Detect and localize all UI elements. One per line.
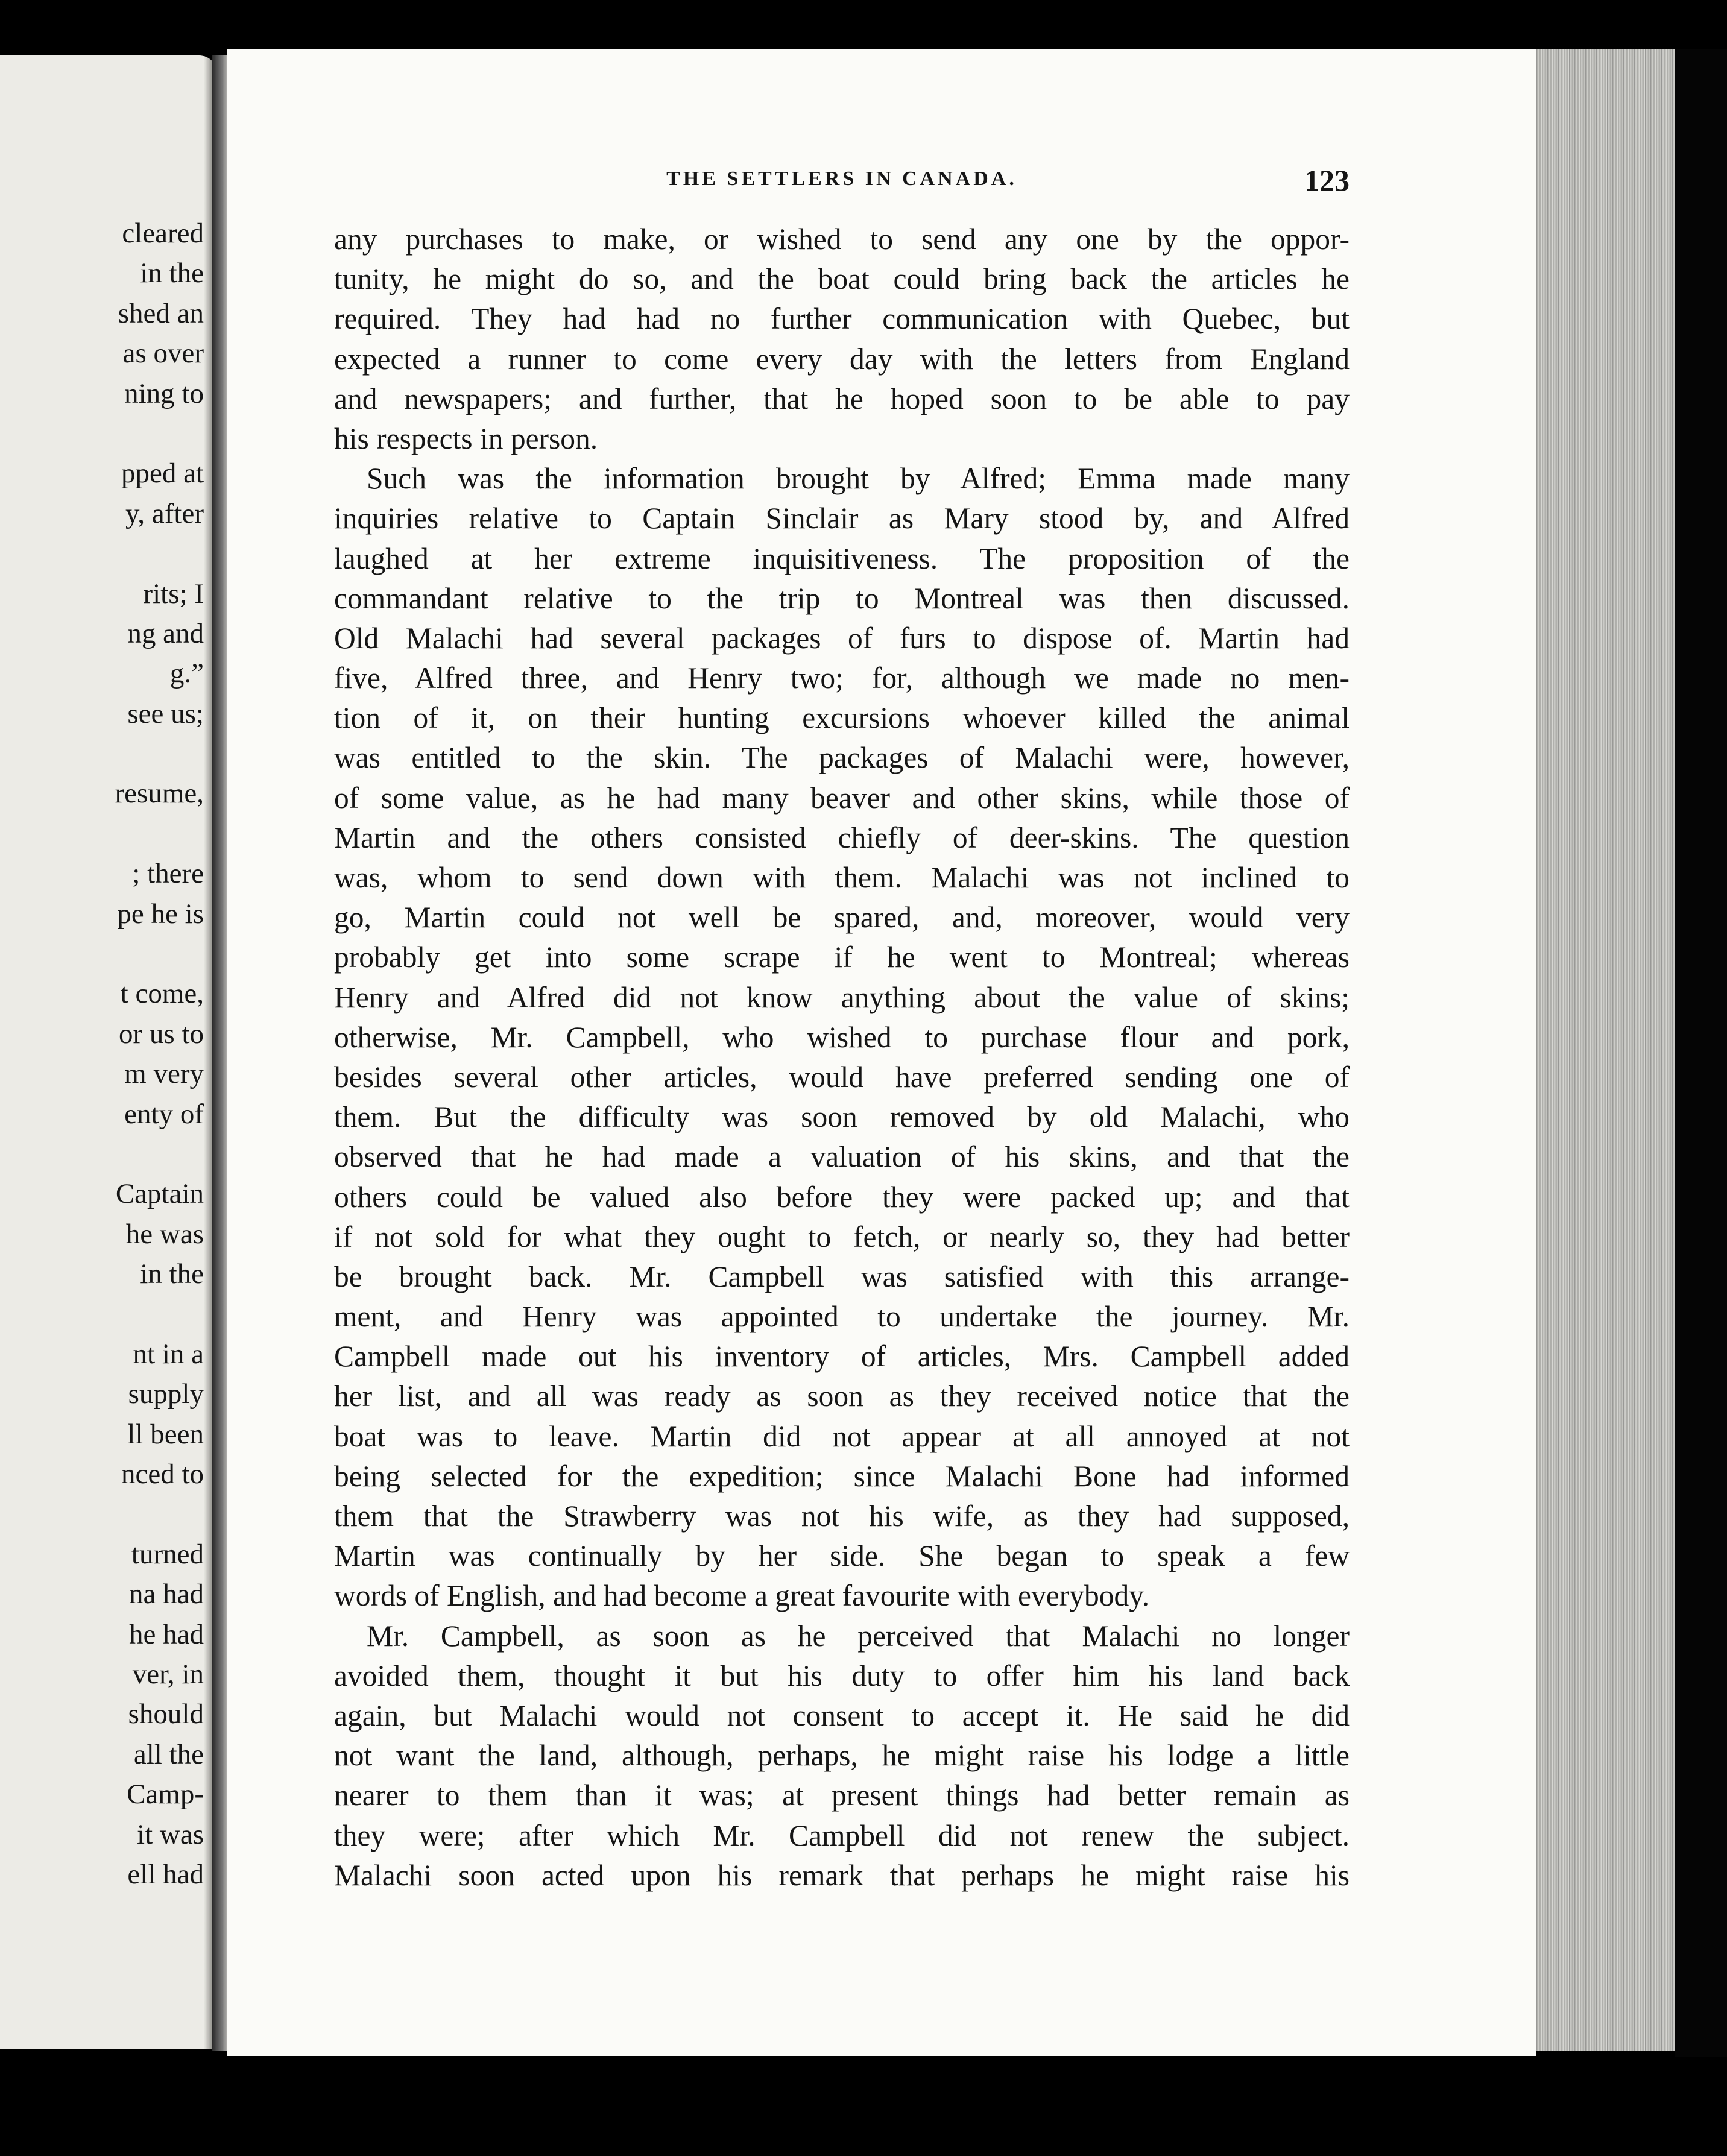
text-line: her list, and all was ready as soon as they received notice that the bbox=[334, 1379, 1350, 1413]
left-page-fragment: it was bbox=[137, 1818, 204, 1850]
left-page-fragment: Captain bbox=[115, 1178, 204, 1210]
page-header bbox=[334, 163, 1350, 205]
text-line: Martin was continually by her side. She began to speak a few bbox=[334, 1539, 1350, 1573]
left-page-fragment: resume, bbox=[115, 778, 204, 810]
text-line: go, Martin could not well be spared, and, moreover, would very bbox=[334, 901, 1350, 935]
left-page-fragment: should bbox=[128, 1698, 204, 1730]
left-page-fragment: Camp- bbox=[127, 1779, 204, 1811]
left-page-fragment bbox=[115, 1495, 204, 1534]
left-page-fragment bbox=[115, 814, 204, 854]
left-page-fragment bbox=[115, 1134, 204, 1174]
text-line: them. But the difficulty was soon removed by old Malachi, who bbox=[334, 1100, 1350, 1134]
left-page-fragment: he was bbox=[125, 1218, 204, 1250]
text-line: observed that he had made a valuation of his skins, and that the bbox=[334, 1140, 1350, 1174]
left-page-fragment: g.” bbox=[169, 658, 204, 690]
left-page-fragment: pe he is bbox=[117, 898, 204, 930]
left-page-fragment: all the bbox=[133, 1738, 204, 1770]
left-page-fragment: ll been bbox=[127, 1418, 204, 1450]
left-page-fragment: m very bbox=[124, 1058, 204, 1090]
text-line: expected a runner to come every day with the letters from England bbox=[334, 342, 1350, 376]
page-block-edge bbox=[1536, 49, 1675, 2051]
text-line: required. They had had no further communication with Quebec, but bbox=[334, 302, 1350, 336]
text-line: boat was to leave. Martin did not appear at all annoyed at not bbox=[334, 1419, 1350, 1453]
left-page-fragment: he had bbox=[129, 1618, 204, 1650]
left-page-fragment bbox=[115, 734, 204, 774]
text-line: Henry and Alfred did not know anything about the value of skins; bbox=[334, 980, 1350, 1014]
left-page-fragment: ; there bbox=[132, 858, 204, 890]
left-page-fragment bbox=[115, 934, 204, 974]
left-page-fragment: in the bbox=[140, 1258, 204, 1290]
left-page-fragment: y, after bbox=[125, 497, 204, 529]
left-facing-page bbox=[0, 55, 217, 2049]
text-line: Campbell made out his inventory of articles, Mrs. Campbell added bbox=[334, 1340, 1350, 1373]
text-line: and newspapers; and further, that he hoped soon to be able to pay bbox=[334, 382, 1350, 415]
text-line: be brought back. Mr. Campbell was satisfied with this arrange- bbox=[334, 1259, 1350, 1293]
text-line: others could be valued also before they were packed up; and that bbox=[334, 1180, 1350, 1214]
text-line: of some value, as he had many beaver and other skins, while those of bbox=[334, 781, 1350, 815]
left-page-fragment: cleared bbox=[122, 218, 204, 249]
left-page-fragment: na had bbox=[129, 1578, 204, 1610]
text-line: if not sold for what they ought to fetch, or nearly so, they had better bbox=[334, 1220, 1350, 1253]
text-line: tion of it, on their hunting excursions whoever killed the animal bbox=[334, 701, 1350, 735]
text-line: Old Malachi had several packages of furs to dispose of. Martin had bbox=[334, 621, 1350, 655]
running-head: THE SETTLERS IN CANADA. bbox=[666, 168, 1017, 190]
left-page-fragment: ning to bbox=[124, 377, 204, 409]
left-page-fragment: pped at bbox=[121, 458, 204, 490]
text-line: inquiries relative to Captain Sinclair as Mary stood by, and Alfred bbox=[334, 502, 1350, 535]
left-page-fragment: supply bbox=[128, 1378, 204, 1410]
text-line: besides several other articles, would have preferred sending one of bbox=[334, 1060, 1350, 1094]
left-page-fragment: rits; I bbox=[143, 578, 204, 610]
text-line: commandant relative to the trip to Montreal was then discussed. bbox=[334, 581, 1350, 615]
text-line: his respects in person. bbox=[334, 421, 598, 455]
left-page-fragment: enty of bbox=[124, 1098, 204, 1130]
text-line: again, but Malachi would not consent to accept it. He said he did bbox=[334, 1698, 1350, 1732]
left-page-fragment: t come, bbox=[120, 978, 204, 1010]
page-number: 123 bbox=[1304, 163, 1350, 197]
left-page-fragment bbox=[115, 1294, 204, 1334]
left-page-fragment: see us; bbox=[127, 698, 204, 730]
text-line: otherwise, Mr. Campbell, who wished to purchase flour and pork, bbox=[334, 1020, 1350, 1054]
text-line: Such was the information brought by Alfred; Emma made many bbox=[367, 462, 1350, 496]
text-line: five, Alfred three, and Henry two; for, although we made no men- bbox=[334, 661, 1350, 695]
text-line: they were; after which Mr. Campbell did not renew the subject. bbox=[334, 1818, 1350, 1852]
text-line: tunity, he might do so, and the boat could bring back the articles he bbox=[334, 262, 1350, 296]
left-page-fragment bbox=[115, 414, 204, 453]
text-line: being selected for the expedition; since Malachi Bone had informed bbox=[334, 1459, 1350, 1493]
text-line: nearer to them than it was; at present things had better remain as bbox=[334, 1779, 1350, 1812]
left-page-fragment: as over bbox=[122, 338, 204, 370]
text-line: was entitled to the skin. The packages of Malachi were, however, bbox=[334, 741, 1350, 775]
text-line: Martin and the others consisted chiefly of deer-skins. The question bbox=[334, 821, 1350, 854]
left-page-fragment: in the bbox=[140, 257, 204, 289]
left-page-text bbox=[115, 213, 204, 1894]
text-line: ment, and Henry was appointed to undertake the journey. Mr. bbox=[334, 1300, 1350, 1334]
left-page-fragment bbox=[115, 534, 204, 573]
left-page-fragment: or us to bbox=[119, 1018, 204, 1050]
text-line: Mr. Campbell, as soon as he perceived that Malachi no longer bbox=[367, 1619, 1350, 1653]
left-page-fragment: turned bbox=[131, 1538, 204, 1570]
left-page-fragment: shed an bbox=[118, 297, 204, 329]
left-page-fragment: ng and bbox=[127, 617, 204, 649]
text-line: laughed at her extreme inquisitiveness. The proposition of the bbox=[334, 541, 1350, 575]
text-line: not want the land, although, perhaps, he might raise his lodge a little bbox=[334, 1739, 1350, 1773]
text-line: probably get into some scrape if he went to Montreal; whereas bbox=[334, 941, 1350, 974]
text-line: words of English, and had become a great favourite with everybody. bbox=[334, 1579, 1150, 1613]
text-line: avoided them, thought it but his duty to offer him his land back bbox=[334, 1659, 1350, 1692]
text-line: was, whom to send down with them. Malachi was not inclined to bbox=[334, 861, 1350, 894]
left-page-fragment: nt in a bbox=[133, 1338, 204, 1370]
scan-border bbox=[1675, 49, 1727, 2057]
text-line: them that the Strawberry was not his wife, as they had supposed, bbox=[334, 1499, 1350, 1533]
left-page-fragment: ell had bbox=[127, 1859, 204, 1891]
text-line: any purchases to make, or wished to send any one by the oppor- bbox=[334, 222, 1350, 256]
body-text bbox=[334, 219, 1350, 1896]
text-line: Malachi soon acted upon his remark that perhaps he might raise his bbox=[334, 1858, 1350, 1892]
left-page-fragment: nced to bbox=[121, 1458, 204, 1490]
left-page-fragment: ver, in bbox=[132, 1659, 204, 1691]
